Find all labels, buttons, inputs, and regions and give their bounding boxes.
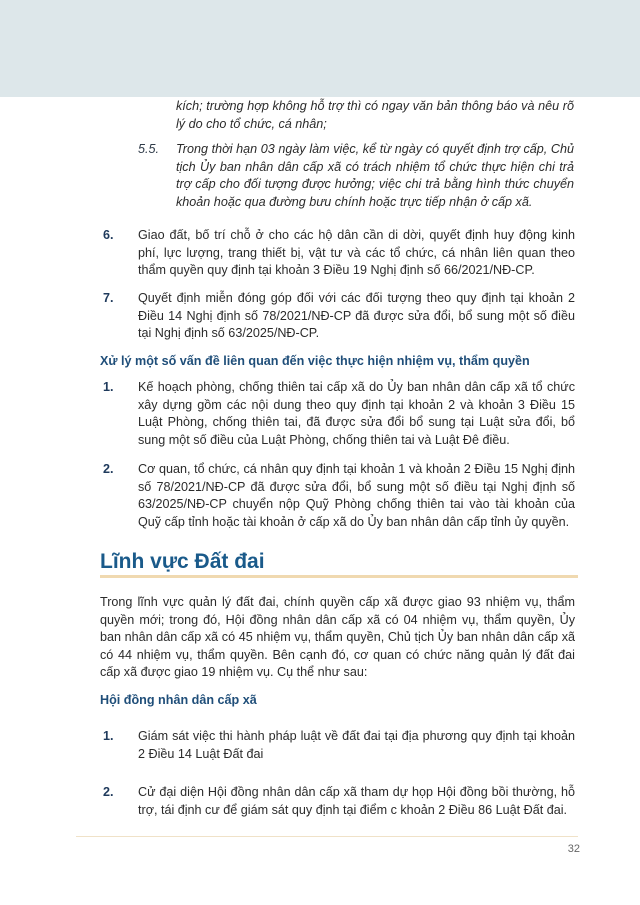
list-item-number: 6.	[103, 228, 114, 242]
list-item-text: Cử đại diện Hội đồng nhân dân cấp xã tham dự họp Hội đồng bồi thường, hỗ trợ, tái định cư để giám sát quy định tại điểm c khoản 2 Điều 86 Luật Đất đai.	[138, 785, 575, 817]
list-item-text: Giao đất, bố trí chỗ ở cho các hộ dân cần di dời, quyết định huy động kinh phí, lực lượng, trang thiết bị, vật tư và các tổ chức, cá nhân liên quan theo thẩm quyền quy định tại khoản 3 Điều 19 Nghị định số 66/2021/NĐ-CP.	[138, 228, 575, 278]
footer-divider	[76, 836, 578, 837]
sub-item-text: Trong thời hạn 03 ngày làm việc, kể từ ngày có quyết định trợ cấp, Chủ tịch Ủy ban nhân dân cấp xã có trách nhiệm tổ chức thực hiện chi trả trợ cấp cho đối tượng được hưởng; việc chi trả bằng hình thức chuyển khoản hoặc qua đường bưu chính hoặc trực tiếp nhận ở cấp xã.	[176, 142, 574, 209]
list-item-text: Giám sát việc thi hành pháp luật về đất đai tại địa phương quy định tại khoản 2 Điều 14 Luật Đất đai	[138, 729, 575, 761]
sub-item-number: 5.5.	[138, 142, 160, 156]
section-title: Lĩnh vực Đất đai	[100, 550, 265, 573]
sub-item-continuation: kích; trường hợp không hỗ trợ thì có ngay văn bản thông báo và nêu rõ lý do cho tổ chức, cá nhân;	[176, 99, 574, 131]
list-item-number: 2.	[103, 785, 114, 799]
list-item-number: 1.	[103, 729, 114, 743]
subheading: Hội đồng nhân dân cấp xã	[100, 693, 257, 707]
section-divider	[100, 575, 578, 578]
list-item-text: Kế hoạch phòng, chống thiên tai cấp xã do Ủy ban nhân dân cấp xã tổ chức xây dựng gồm các nội dung theo quy định tại khoản 2 và khoản 3 Điều 15 Luật Phòng, chống thiên tai, đã được sửa đổi bổ sung tại Luật sửa đổi, bổ sung một số điều của Luật Phòng, chống thiên tai và Luật Đê điều.	[138, 380, 575, 447]
list-item-text: Cơ quan, tổ chức, cá nhân quy định tại khoản 1 và khoản 2 Điều 15 Nghị định số 78/2021/NĐ-CP đã được sửa đổi, bổ sung một số điều tại Nghị định số 63/2025/NĐ-CP chuyển nộp Quỹ Phòng chống thiên tai vào tài khoản của Quỹ cấp tỉnh hoặc tài khoản ở cấp xã do Ủy ban nhân dân cấp tỉnh ủy quyền.	[138, 462, 575, 529]
list-item-number: 1.	[103, 380, 114, 394]
list-item-text: Quyết định miễn đóng góp đối với các đối tượng theo quy định tại khoản 2 Điều 14 Nghị định số 78/2021/NĐ-CP đã được sửa đổi, bổ sung một số điều tại Nghị định số 63/2025/NĐ-CP.	[138, 291, 575, 341]
subheading: Xử lý một số vấn đề liên quan đến việc thực hiện nhiệm vụ, thẩm quyền	[100, 354, 530, 368]
intro-paragraph: Trong lĩnh vực quản lý đất đai, chính quyền cấp xã được giao 93 nhiệm vụ, thẩm quyền mới; trong đó, Hội đồng nhân dân cấp xã có 04 nhiệm vụ, thẩm quyền, Ủy ban nhân dân cấp xã có 45 nhiệm vụ, thẩm quyền, Chủ tịch Ủy ban nhân dân cấp xã có 44 nhiệm vụ, thẩm quyền. Bên cạnh đó, cơ quan có chức năng quản lý đất đai cấp xã được giao 19 nhiệm vụ. Cụ thể như sau:	[100, 595, 575, 680]
page-number: 32	[567, 843, 580, 855]
list-item-number: 7.	[103, 291, 114, 305]
list-item-number: 2.	[103, 462, 114, 476]
